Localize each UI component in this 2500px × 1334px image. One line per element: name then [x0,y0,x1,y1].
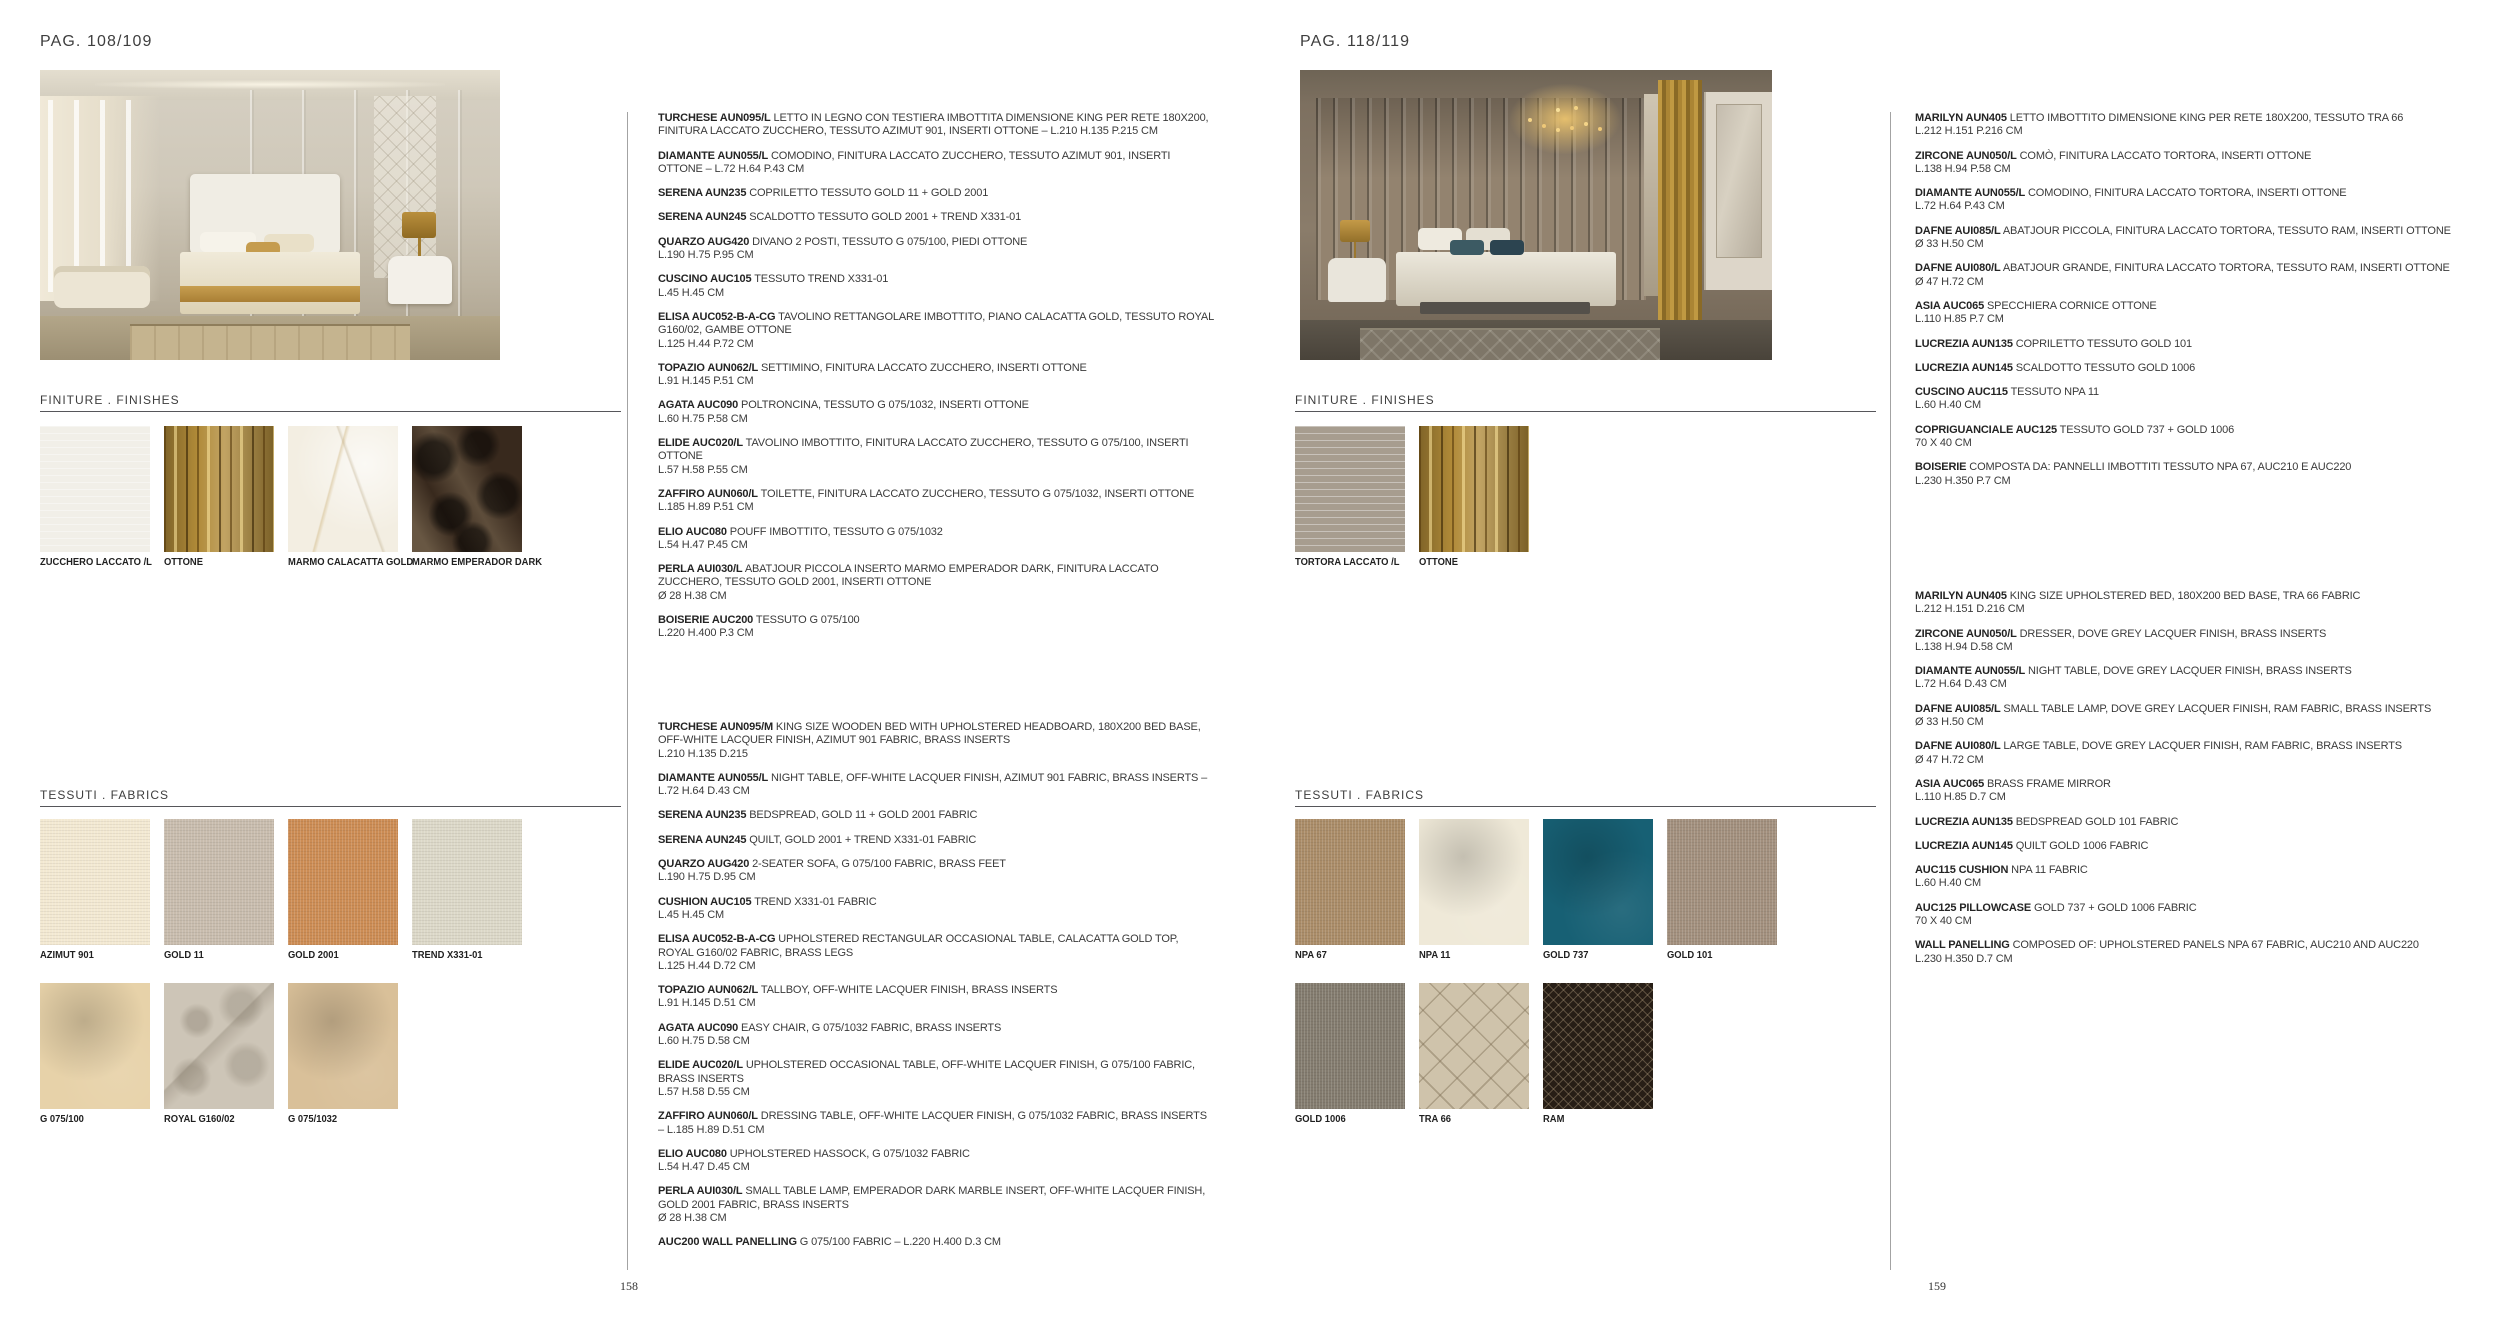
column-divider-right [1890,112,1891,1270]
fabric-label: ROYAL G160/02 [164,1114,235,1125]
fabric-swatch-g075-100 [40,983,150,1109]
room-photo-left [40,70,500,360]
product-entry [1915,262,2475,289]
photo-bed [180,252,360,314]
fabric-swatch-gold-737 [1543,819,1653,945]
product-list-italian-left [658,112,1215,652]
product-code: PERLA AUI030/L [658,1185,743,1198]
fabric-label: TRA 66 [1419,1114,1452,1125]
product-code: AGATA AUC090 [658,399,739,412]
product-desc: COMÒ, FINITURA LACCATO TORTORA, INSERTI OTTONE [2019,149,2312,162]
product-desc: ABATJOUR PICCOLA, FINITURA LACCATO TORTORA, TESSUTO RAM, INSERTI OTTONE [2002,224,2451,237]
product-code: DAFNE AUI080/L [1915,740,2001,753]
product-dims: L.60 H.40 CM [1915,399,1982,412]
product-desc: QUILT GOLD 1006 FABRIC [2015,839,2149,852]
product-entry [658,526,1215,553]
product-desc: UPHOLSTERED RECTANGULAR OCCASIONAL TABLE, CALACATTA GOLD TOP, ROYAL G160/02 FABRIC, BRASS LEGS [658,933,1179,959]
product-desc: UPHOLSTERED HASSOCK, G 075/1032 FABRIC [729,1147,970,1160]
product-code: COPRIGUANCIALE AUC125 [1915,423,2057,436]
finish-swatch-ottone [164,426,274,552]
photo-light-column [1644,94,1658,296]
product-dims: L.185 H.89 P.51 CM [658,501,754,514]
product-dims: L.45 H.45 CM [658,908,725,921]
product-desc: 2-SEATER SOFA, G 075/100 FABRIC, BRASS FEET [752,858,1006,871]
product-dims: L.210 H.135 D.215 [658,747,748,760]
finish-swatch-tortora-laccato [1295,426,1405,552]
photo-nightstand [388,256,452,304]
product-dims: Ø 47 H.72 CM [1915,753,1984,766]
product-entry [658,399,1215,426]
finish-label: ZUCCHERO LACCATO /L [40,557,152,568]
product-entry [658,563,1215,603]
product-entry [658,614,1215,641]
product-code: DAFNE AUI080/L [1915,262,2001,275]
product-code: TURCHESE AUN095/L [658,112,771,124]
product-dims: L.190 H.75 D.95 CM [658,871,756,884]
product-dims: L.57 H.58 P.55 CM [658,463,748,476]
product-desc: DRESSING TABLE, OFF-WHITE LACQUER FINISH, G 075/1032 FABRIC, BRASS INSERTS – L.185 H.89 D.51 CM [658,1110,1207,1136]
product-dims: L.57 H.58 D.55 CM [658,1085,750,1098]
product-code: BOISERIE AUC200 [658,614,754,627]
product-entry [1915,703,2475,730]
product-entry [1915,590,2475,617]
product-desc: COPRILETTO TESSUTO GOLD 101 [2015,337,2192,350]
fabric-label: GOLD 737 [1543,950,1589,961]
page-header-right: PAG. 118/119 [1300,33,1411,50]
product-entry [658,437,1215,477]
product-code: DAFNE AUI085/L [1915,702,2001,715]
product-desc: BEDSPREAD, GOLD 11 + GOLD 2001 FABRIC [749,809,978,822]
product-code: LUCREZIA AUN135 [1915,815,2013,828]
product-code: AUC200 WALL PANELLING [658,1236,797,1249]
product-entry [1915,424,2475,451]
product-desc: TESSUTO GOLD 737 + GOLD 1006 [2059,423,2235,436]
fabric-swatch-royal-g160 [164,983,274,1109]
product-list-english-left [658,721,1215,1261]
product-entry [1915,778,2475,805]
product-desc: POUFF IMBOTTITO, TESSUTO G 075/1032 [729,525,943,538]
product-entry [1915,939,2475,966]
product-code: WALL PANELLING [1915,939,2010,952]
product-entry [1915,864,2475,891]
product-code: SERENA AUN235 [658,809,747,822]
fabric-label: G 075/100 [40,1114,84,1125]
fabric-label: TREND X331-01 [412,950,483,961]
product-list-english-right [1915,590,2475,977]
product-code: ELIO AUC080 [658,1147,727,1160]
product-code: LUCREZIA AUN145 [1915,839,2013,852]
product-entry [1915,112,2475,139]
product-desc: UPHOLSTERED OCCASIONAL TABLE, OFF-WHITE LACQUER FINISH, G 075/100 FABRIC, BRASS INSERTS [658,1059,1195,1085]
product-entry [1915,300,2475,327]
product-code: SERENA AUN245 [658,833,747,846]
photo-sofa [54,266,150,308]
product-code: ZIRCONE AUN050/L [1915,627,2017,640]
photo-chandelier [1528,118,1532,122]
product-desc: LETTO IN LEGNO CON TESTIERA IMBOTTITA DIMENSIONE KING PER RETE 180X200, FINITURA LACCATO ZUCCHERO, TESSUTO AZIMUT 901, INSERTI OTTONE – L.210 H.135 P.215 CM [658,112,1209,138]
product-desc: ABATJOUR GRANDE, FINITURA LACCATO TORTORA, TESSUTO RAM, INSERTI OTTONE [2002,262,2450,275]
finishes-title-right: FINITURE . FINISHES [1295,393,1435,407]
product-dims: L.110 H.85 D.7 CM [1915,791,2006,804]
product-desc: NIGHT TABLE, DOVE GREY LACQUER FINISH, BRASS INSERTS [2028,665,2352,678]
fabric-swatch-gold-11 [164,819,274,945]
fabric-swatch-tra-66 [1419,983,1529,1109]
product-entry [658,809,1215,822]
product-entry [658,772,1215,799]
product-code: SERENA AUN235 [658,187,747,200]
product-desc: COMPOSTA DA: PANNELLI IMBOTTITI TESSUTO NPA 67, AUC210 E AUC220 [1969,461,2352,474]
photo-table-lamp [402,212,436,238]
product-entry [658,236,1215,263]
finish-swatch-emperador [412,426,522,552]
photo-gold-curtain [1658,80,1702,320]
photo-lamp-stem [1354,242,1356,258]
product-desc: TAVOLINO IMBOTTITO, FINITURA LACCATO ZUCCHERO, TESSUTO G 075/100, INSERTI OTTONE [658,437,1189,463]
product-desc: LETTO IMBOTTITO DIMENSIONE KING PER RETE 180X200, TESSUTO TRA 66 [2009,112,2404,124]
product-entry [658,273,1215,300]
page-number-right: 159 [1928,1279,1946,1293]
product-dims: L.60 H.75 P.58 CM [658,412,748,425]
product-code: LUCREZIA AUN135 [1915,337,2013,350]
product-desc: SETTIMINO, FINITURA LACCATO ZUCCHERO, INSERTI OTTONE [761,361,1087,374]
finishes-title-left: FINITURE . FINISHES [40,393,180,407]
photo-lamp-stem [418,238,421,256]
product-desc: SMALL TABLE LAMP, DOVE GREY LACQUER FINISH, RAM FABRIC, BRASS INSERTS [2003,702,2432,715]
fabric-swatch-npa-11 [1419,819,1529,945]
product-dims: L.54 H.47 P.45 CM [658,538,748,551]
product-entry [658,1059,1215,1099]
product-entry [658,834,1215,847]
product-entry [1915,816,2475,829]
fabric-label: NPA 67 [1295,950,1327,961]
product-dims: L.138 H.94 D.58 CM [1915,640,2013,653]
product-entry [1915,902,2475,929]
photo-nightstand [1328,258,1386,302]
fabrics-rule-left [40,806,621,807]
product-code: SERENA AUN245 [658,211,747,224]
product-desc: ABATJOUR PICCOLA INSERTO MARMO EMPERADOR DARK, FINITURA LACCATO ZUCCHERO, TESSUTO GOLD 2001, INSERTI OTTONE [658,563,1159,589]
product-dims: L.91 H.145 P.51 CM [658,375,754,388]
fabric-label: RAM [1543,1114,1565,1125]
product-dims: Ø 28 H.38 CM [658,589,727,602]
fabric-label: NPA 11 [1419,950,1451,961]
product-code: DIAMANTE AUN055/L [1915,665,2026,678]
fabric-swatch-g075-1032 [288,983,398,1109]
product-code: DIAMANTE AUN055/L [1915,187,2026,200]
product-dims: L.212 H.151 D.216 CM [1915,603,2025,616]
product-code: ZAFFIRO AUN060/L [658,1110,758,1123]
product-entry [658,187,1215,200]
product-dims: 70 X 40 CM [1915,915,1972,928]
product-desc: TREND X331-01 FABRIC [754,895,877,908]
product-entry [1915,740,2475,767]
product-entry [658,150,1215,177]
product-entry [658,488,1215,515]
product-code: TOPAZIO AUN062/L [658,984,759,997]
product-code: CUSCINO AUC115 [1915,386,2008,399]
fabric-swatch-azimut-901 [40,819,150,945]
product-code: ASIA AUC065 [1915,777,1985,790]
product-dims: 70 X 40 CM [1915,437,1972,450]
finishes-rule-right [1295,411,1876,412]
product-entry [658,1148,1215,1175]
fabric-label: GOLD 2001 [288,950,339,961]
product-dims: Ø 33 H.50 CM [1915,238,1984,251]
product-desc: COMODINO, FINITURA LACCATO TORTORA, INSERTI OTTONE [2028,187,2347,200]
finish-label: OTTONE [164,557,203,568]
product-desc: SMALL TABLE LAMP, EMPERADOR DARK MARBLE INSERT, OFF-WHITE LACQUER FINISH, GOLD 2001 FABRIC, BRASS INSERTS [658,1185,1206,1211]
finish-label: MARMO CALACATTA GOLD [288,557,414,568]
finish-swatch-zucchero-laccato [40,426,150,552]
product-code: TURCHESE AUN095/M [658,721,774,733]
product-entry [1915,386,2475,413]
product-code: DIAMANTE AUN055/L [658,149,769,162]
product-desc: KING SIZE UPHOLSTERED BED, 180X200 BED BASE, TRA 66 FABRIC [2009,590,2361,602]
product-desc: NPA 11 FABRIC [2011,864,2088,877]
product-desc: TOILETTE, FINITURA LACCATO ZUCCHERO, TESSUTO G 075/1032, INSERTI OTTONE [760,487,1195,500]
fabric-label: GOLD 11 [164,950,204,961]
photo-table-lamp [1340,220,1370,242]
product-code: ZIRCONE AUN050/L [1915,149,2017,162]
product-desc: TAVOLINO RETTANGOLARE IMBOTTITO, PIANO CALACATTA GOLD, TESSUTO ROYAL G160/02, GAMBE OTTONE [658,310,1214,337]
product-code: QUARZO AUG420 [658,235,750,248]
product-dims: L.60 H.40 CM [1915,877,1982,890]
product-desc: BRASS FRAME MIRROR [1986,777,2111,790]
fabric-swatch-gold-2001 [288,819,398,945]
product-dims: L.212 H.151 P.216 CM [1915,125,2023,138]
product-entry [658,112,1215,139]
product-desc: GOLD 737 + GOLD 1006 FABRIC [2033,901,2197,914]
page-header-left: PAG. 108/109 [40,33,153,50]
fabric-swatch-trend-x331 [412,819,522,945]
product-code: ELIO AUC080 [658,525,727,538]
product-dims: L.138 H.94 P.58 CM [1915,162,2011,175]
product-desc: DRESSER, DOVE GREY LACQUER FINISH, BRASS INSERTS [2019,627,2327,640]
product-desc: COMPOSED OF: UPHOLSTERED PANELS NPA 67 FABRIC, AUC210 AND AUC220 [2012,939,2419,952]
finish-swatch-calacatta [288,426,398,552]
product-desc: TESSUTO G 075/100 [755,614,860,627]
product-code: ELIDE AUC020/L [658,437,743,450]
fabrics-title-left: TESSUTI . FABRICS [40,788,170,802]
fabric-swatch-ram [1543,983,1653,1109]
product-dims: L.72 H.64 P.43 CM [1915,200,2005,213]
product-entry [658,311,1215,351]
photo-gold-throw [180,286,360,302]
photo-pillow-teal [1450,240,1484,255]
product-desc: TALLBOY, OFF-WHITE LACQUER FINISH, BRASS INSERTS [760,984,1058,997]
product-entry [658,211,1215,224]
product-code: BOISERIE [1915,461,1967,474]
finish-label: TORTORA LACCATO /L [1295,557,1400,568]
product-code: AUC115 CUSHION [1915,864,2009,877]
product-code: ASIA AUC065 [1915,299,1985,312]
product-dims: L.220 H.400 P.3 CM [658,627,754,640]
product-entry [1915,628,2475,655]
product-entry [658,1022,1215,1049]
product-code: MARILYN AUN405 [1915,112,2007,124]
photo-rug [1360,328,1660,360]
product-desc: G 075/100 FABRIC – L.220 H.400 D.3 CM [799,1236,1001,1249]
fabric-label: GOLD 1006 [1295,1114,1346,1125]
product-desc: KING SIZE WOODEN BED WITH UPHOLSTERED HEADBOARD, 180X200 BED BASE, OFF-WHITE LACQUER FINISH, AZIMUT 901 FABRIC, BRASS INSERTS [658,721,1201,747]
product-entry [1915,225,2475,252]
fabrics-title-right: TESSUTI . FABRICS [1295,788,1425,802]
photo-bench [1420,302,1590,314]
product-entry [658,1110,1215,1137]
product-code: LUCREZIA AUN145 [1915,361,2013,374]
product-desc: COPRILETTO TESSUTO GOLD 11 + GOLD 2001 [749,187,989,200]
product-entry [1915,665,2475,692]
photo-mirror [1716,104,1762,258]
product-desc: LARGE TABLE, DOVE GREY LACQUER FINISH, RAM FABRIC, BRASS INSERTS [2003,740,2402,753]
product-dims: L.125 H.44 D.72 CM [658,959,756,972]
product-code: DIAMANTE AUN055/L [658,771,769,784]
product-list-italian-right [1915,112,2475,499]
product-entry [658,933,1215,973]
product-code: MARILYN AUN405 [1915,590,2007,602]
product-code: ELISA AUC052-B-A-CG [658,933,776,946]
product-code: ZAFFIRO AUN060/L [658,487,758,500]
fabric-label: AZIMUT 901 [40,950,94,961]
product-entry [658,1185,1215,1225]
fabric-swatch-gold-101 [1667,819,1777,945]
product-desc: DIVANO 2 POSTI, TESSUTO G 075/100, PIEDI OTTONE [752,235,1028,248]
product-code: ELIDE AUC020/L [658,1059,743,1072]
product-code: DAFNE AUI085/L [1915,224,2001,237]
product-desc: SCALDOTTO TESSUTO GOLD 2001 + TREND X331-01 [749,211,1022,224]
photo-rug [130,324,410,360]
product-code: QUARZO AUG420 [658,858,750,871]
product-entry [658,984,1215,1011]
product-dims: L.45 H.45 CM [658,286,725,299]
product-dims: L.54 H.47 D.45 CM [658,1161,750,1174]
product-dims: L.190 H.75 P.95 CM [658,249,754,262]
product-code: AGATA AUC090 [658,1021,739,1034]
product-code: PERLA AUI030/L [658,563,743,576]
fabric-swatch-npa-67 [1295,819,1405,945]
product-code: TOPAZIO AUN062/L [658,361,759,374]
product-entry [1915,461,2475,488]
product-entry [1915,187,2475,214]
photo-pillow-navy [1490,240,1524,255]
product-entry [658,362,1215,389]
product-dims: L.230 H.350 P.7 CM [1915,474,2011,487]
product-entry [658,1236,1215,1249]
photo-diamond-panel [374,96,436,278]
room-photo-right [1300,70,1772,360]
product-dims: L.72 H.64 D.43 CM [1915,678,2007,691]
finish-swatch-ottone [1419,426,1529,552]
product-dims: L.91 H.145 D.51 CM [658,997,756,1010]
fabric-swatch-gold-1006 [1295,983,1405,1109]
product-entry [1915,150,2475,177]
fabric-label: G 075/1032 [288,1114,338,1125]
fabric-label: GOLD 101 [1667,950,1713,961]
product-desc: TESSUTO NPA 11 [2010,386,2099,399]
photo-curtain-sheers [48,100,146,292]
photo-cove-light [95,80,445,89]
product-desc: QUILT, GOLD 2001 + TREND X331-01 FABRIC [749,833,977,846]
fabrics-rule-right [1295,806,1876,807]
photo-bed [1396,252,1616,306]
product-entry [658,896,1215,923]
product-desc: POLTRONCINA, TESSUTO G 075/1032, INSERTI OTTONE [741,399,1029,412]
finish-label: OTTONE [1419,557,1458,568]
finishes-rule-left [40,411,621,412]
product-entry [658,721,1215,761]
product-desc: COMODINO, FINITURA LACCATO ZUCCHERO, TESSUTO AZIMUT 901, INSERTI OTTONE – L.72 H.64 P.43 CM [658,149,1171,175]
product-entry [658,858,1215,885]
product-dims: L.110 H.85 P.7 CM [1915,313,2004,326]
product-desc: NIGHT TABLE, OFF-WHITE LACQUER FINISH, AZIMUT 901 FABRIC, BRASS INSERTS – L.72 H.64 D.43 CM [658,771,1208,798]
finish-label: MARMO EMPERADOR DARK [412,557,543,568]
column-divider-left [627,112,628,1270]
product-entry [1915,362,2475,375]
product-dims: Ø 47 H.72 CM [1915,275,1984,288]
product-code: CUSHION AUC105 [658,895,752,908]
product-entry [1915,338,2475,351]
product-code: AUC125 PILLOWCASE [1915,901,2032,914]
product-desc: EASY CHAIR, G 075/1032 FABRIC, BRASS INSERTS [741,1021,1002,1034]
product-desc: SPECCHIERA CORNICE OTTONE [1986,299,2157,312]
product-desc: SCALDOTTO TESSUTO GOLD 1006 [2015,361,2196,374]
product-entry [1915,840,2475,853]
photo-chandelier-glow [1510,84,1620,154]
product-code: ELISA AUC052-B-A-CG [658,310,776,323]
product-dims: L.230 H.350 D.7 CM [1915,952,2013,965]
product-code: CUSCINO AUC105 [658,273,752,286]
product-dims: Ø 33 H.50 CM [1915,716,1984,729]
product-dims: Ø 28 H.38 CM [658,1212,727,1225]
product-desc: TESSUTO TREND X331-01 [754,273,889,286]
product-desc: BEDSPREAD GOLD 101 FABRIC [2015,815,2179,828]
product-dims: L.125 H.44 P.72 CM [658,337,754,350]
page-number-left: 158 [620,1279,638,1293]
product-dims: L.60 H.75 D.58 CM [658,1035,750,1048]
